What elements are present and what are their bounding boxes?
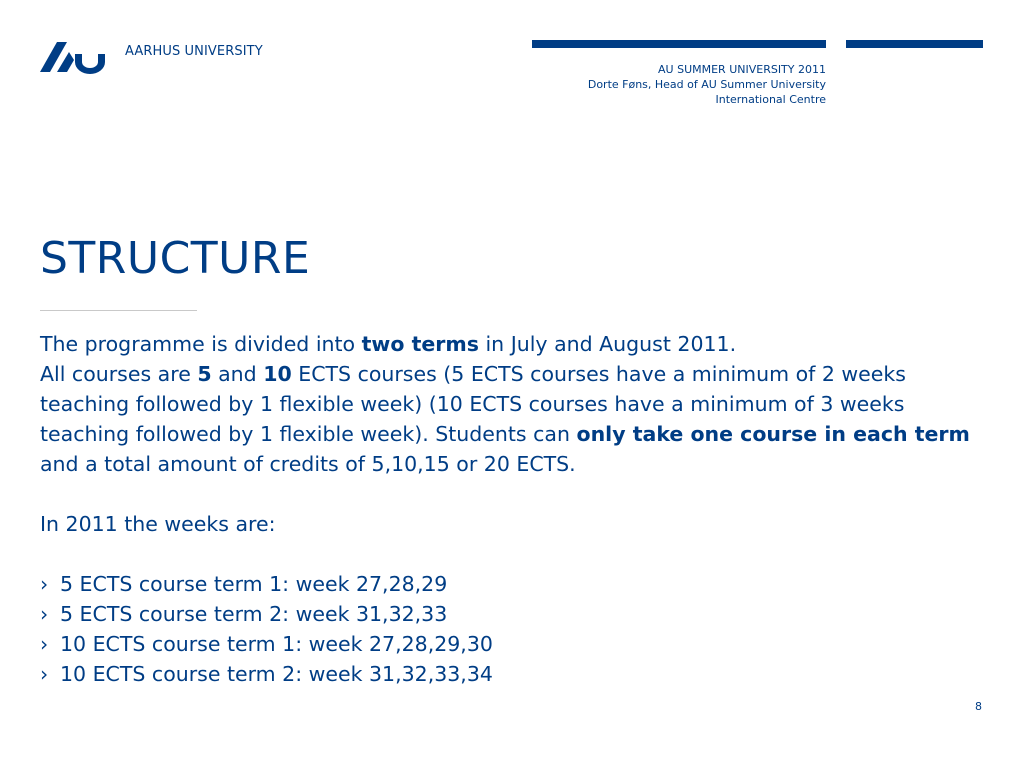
text-run: and a total amount of credits of 5,10,15 or 20 ECTS. bbox=[40, 452, 576, 476]
list-item-text: 5 ECTS course term 2: week 31,32,33 bbox=[60, 602, 448, 626]
text-run: and bbox=[211, 362, 264, 386]
bold-text: two terms bbox=[361, 332, 479, 356]
text-run: The programme is divided into bbox=[40, 332, 362, 356]
bullet-marker: › bbox=[40, 572, 49, 596]
spacer bbox=[40, 539, 990, 569]
text-run: ECTS courses (5 ECTS courses have a minimum of 2 weeks teaching followed by 1 flexible week) (10 ECTS courses have a minimum of 3 weeks teaching followed by 1 flexible week). Students can bbox=[40, 362, 906, 446]
title-divider bbox=[40, 310, 197, 311]
page-number: 8 bbox=[975, 700, 982, 713]
paragraph-terms bbox=[40, 329, 990, 359]
bullet-marker: › bbox=[40, 662, 49, 686]
header-info-line: Dorte Føns, Head of AU Summer University bbox=[587, 78, 826, 91]
bold-text: 10 bbox=[263, 362, 292, 386]
list-item bbox=[40, 659, 990, 689]
header-info-line: AU SUMMER UNIVERSITY 2011 bbox=[658, 63, 826, 76]
header-info-line: International Centre bbox=[715, 93, 826, 106]
list-item bbox=[40, 569, 990, 599]
text-run: in July and August 2011. bbox=[478, 332, 737, 356]
text-run: All courses are bbox=[40, 362, 198, 386]
header-bar-right bbox=[846, 40, 983, 48]
bullet-marker: › bbox=[40, 632, 49, 656]
bold-text: 5 bbox=[197, 362, 212, 386]
list-item bbox=[40, 629, 990, 659]
header-info bbox=[588, 62, 826, 107]
slide-title: STRUCTURE bbox=[40, 233, 311, 284]
university-name: AARHUS UNIVERSITY bbox=[125, 44, 263, 59]
au-logo-icon bbox=[40, 40, 106, 74]
bold-text: only take one course in each term bbox=[576, 422, 970, 446]
list-item bbox=[40, 599, 990, 629]
spacer bbox=[40, 479, 990, 509]
header-bar-left bbox=[532, 40, 826, 48]
list-item-text: 10 ECTS course term 1: week 27,28,29,30 bbox=[60, 632, 493, 656]
paragraph-courses bbox=[40, 359, 990, 479]
slide-body bbox=[40, 329, 990, 689]
bullet-marker: › bbox=[40, 602, 49, 626]
weeks-list bbox=[40, 569, 990, 689]
weeks-intro: In 2011 the weeks are: bbox=[40, 512, 276, 536]
list-item-text: 5 ECTS course term 1: week 27,28,29 bbox=[60, 572, 448, 596]
list-item-text: 10 ECTS course term 2: week 31,32,33,34 bbox=[60, 662, 493, 686]
